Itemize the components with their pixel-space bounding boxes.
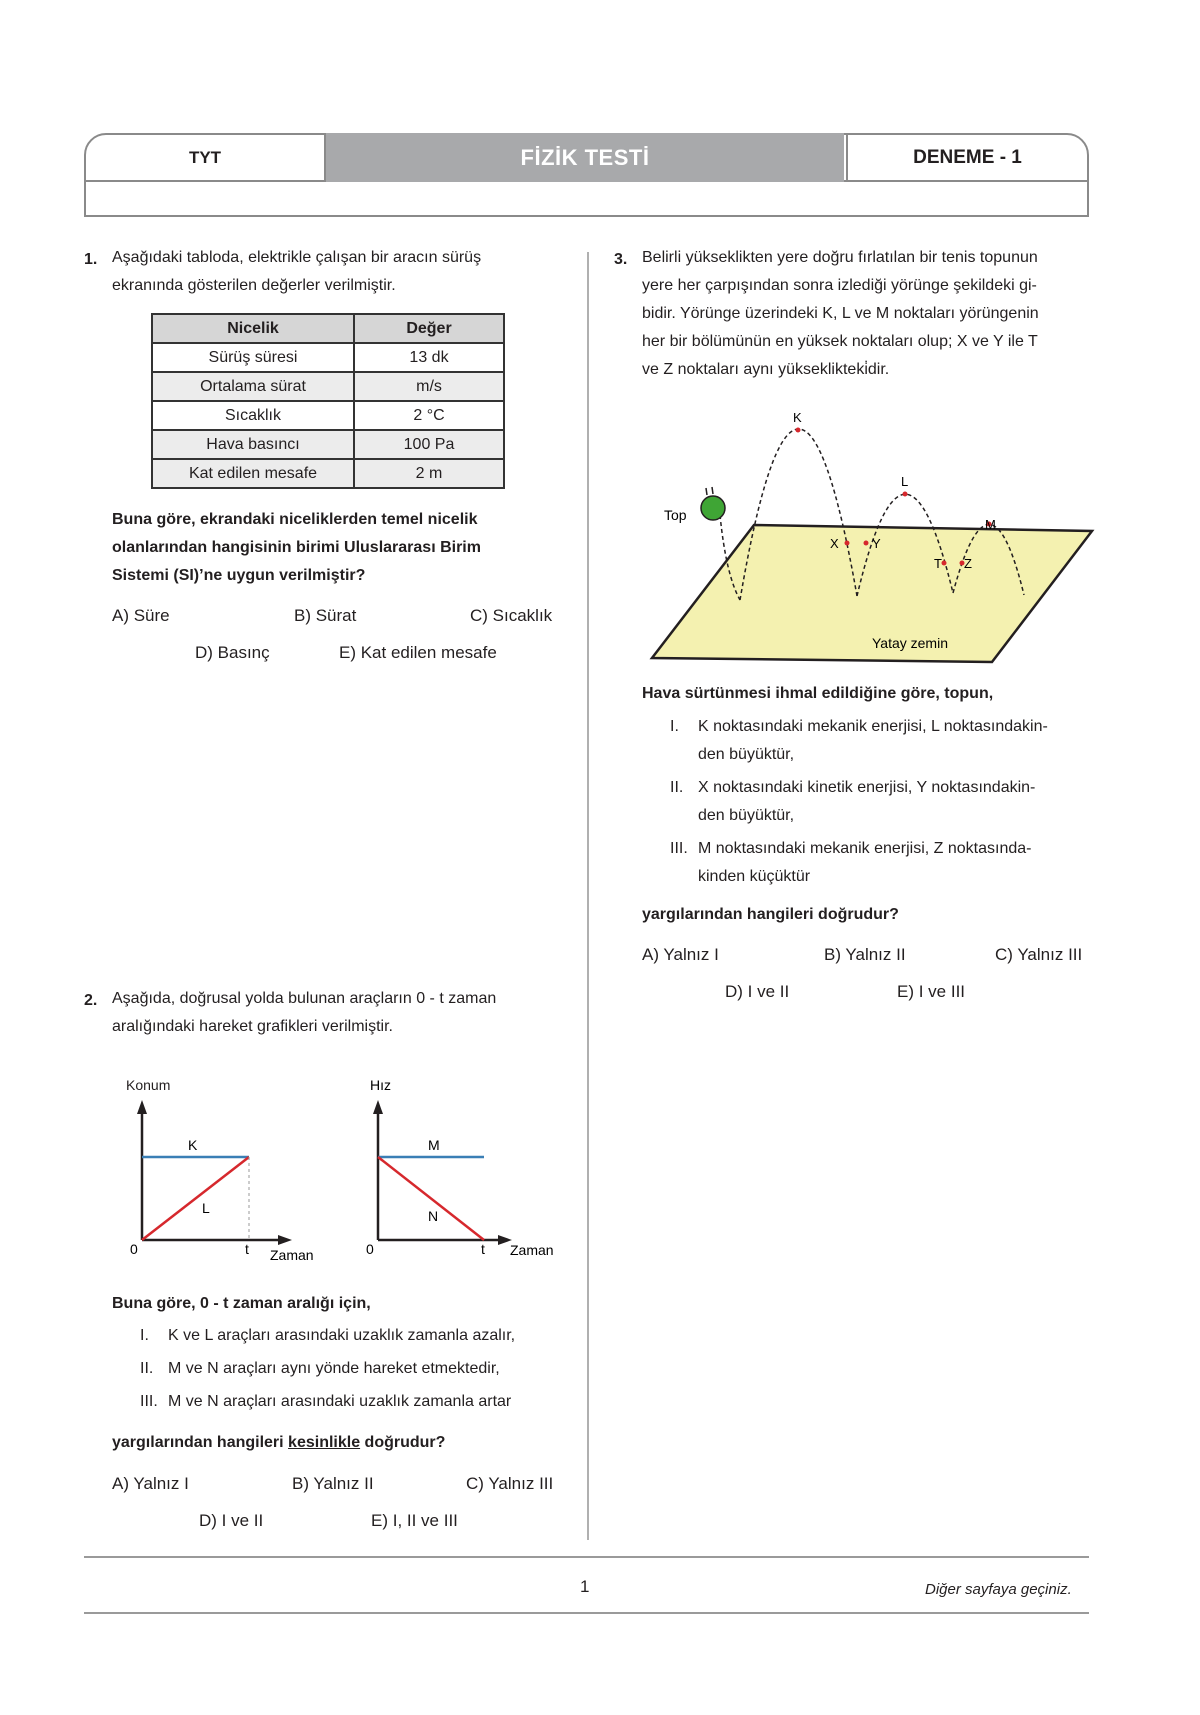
q1-option-a[interactable]: A) Süre [112, 606, 170, 625]
ball-motion-mark [712, 487, 713, 494]
q3-statement [670, 835, 1031, 891]
g2-x-label: Zaman [510, 1242, 554, 1258]
table-cell: Sıcaklık [152, 401, 354, 430]
point-l [903, 492, 908, 497]
q3-intro-line: yere her çarpışından sonra izlediği yörünge şekildeki gi- [642, 277, 1037, 294]
table-row [152, 372, 504, 401]
q1-option-c[interactable]: C) Sıcaklık [470, 606, 553, 625]
q2-option-d[interactable]: D) I ve II [199, 1511, 264, 1530]
table-cell: 2 m [354, 459, 504, 488]
exam-type: TYT [188, 147, 222, 167]
table-cell: Kat edilen mesafe [152, 459, 354, 488]
q1-option-e[interactable]: E) Kat edilen mesafe [339, 643, 497, 662]
table-row [152, 343, 504, 372]
q3-question: yargılarından hangileri doğrudur? [642, 906, 899, 923]
q3-statement [670, 774, 1035, 830]
column-separator [587, 252, 589, 1540]
q3-option-a[interactable]: A) Yalnız I [642, 945, 719, 964]
statement-number: III. [670, 840, 688, 857]
point-y [864, 541, 869, 546]
q2-question [112, 1429, 445, 1457]
q3-intro-line: her bir bölümünün en yüksek noktaları olup; X ve Y ile T [642, 333, 1038, 350]
g2-n-label: N [428, 1208, 439, 1224]
q2-intro-line: Aşağıda, doğrusal yolda bulunan araçların 0 - t zaman [112, 990, 497, 1007]
point-x-label: X [830, 536, 839, 551]
q2-intro-line: aralığındaki hareket grafikleri verilmiştir. [112, 1018, 393, 1035]
next-page-note: Diğer sayfaya geçiniz. [925, 1581, 1072, 1598]
statement-line: den büyüktür, [698, 746, 795, 763]
q1-option-d[interactable]: D) Basınç [195, 643, 270, 662]
q2-question-pre: yargılarından hangileri [112, 1434, 289, 1451]
point-l-label: L [901, 474, 909, 489]
g2-line-n [378, 1157, 484, 1240]
question-1-number: 1. [84, 251, 98, 268]
table-header: Nicelik [152, 314, 354, 343]
q2-option-a[interactable]: A) Yalnız I [112, 1474, 189, 1493]
tennis-ball [701, 496, 725, 520]
table-cell: Ortalama sürat [152, 372, 354, 401]
table-row [152, 430, 504, 459]
g1-y-label: Konum [126, 1077, 171, 1093]
table-row [152, 401, 504, 430]
q3-intro-line: Belirli yükseklikten yere doğru fırlatılan bir tenis topunun [642, 249, 1038, 266]
g1-x-arrow [278, 1235, 292, 1245]
g2-m-label: M [428, 1137, 440, 1153]
statement-number: I. [140, 1327, 149, 1344]
q1-option-b[interactable]: B) Sürat [294, 606, 357, 625]
table-header: Değer [354, 314, 504, 343]
q2-question-post: doğrudur? [360, 1434, 446, 1451]
g2-t-label: t [481, 1241, 485, 1257]
g1-origin: 0 [130, 1241, 138, 1257]
statement-text: K ve L araçları arasındaki uzaklık zamanla azalır, [168, 1327, 516, 1344]
table-row [152, 459, 504, 488]
q2-option-e[interactable]: E) I, II ve III [371, 1511, 458, 1530]
q1-stem-line: Buna göre, ekrandaki niceliklerden temel nicelik [112, 511, 478, 528]
statement-line: X noktasındaki kinetik enerjisi, Y noktasındakin- [698, 779, 1036, 796]
point-y-label: Y [872, 536, 881, 551]
q3-option-b[interactable]: B) Yalnız II [824, 945, 906, 964]
statement-line: den büyüktür, [698, 807, 795, 824]
q3-option-d[interactable]: D) I ve II [725, 982, 790, 1001]
statement-number: II. [670, 779, 684, 796]
ball-label: Top [664, 507, 687, 523]
statement-number: II. [140, 1360, 154, 1377]
statement-number: III. [140, 1393, 158, 1410]
q3-option-c[interactable]: C) Yalnız III [995, 945, 1083, 964]
statement-number: I. [670, 718, 679, 735]
table-cell: Sürüş süresi [152, 343, 354, 372]
q3-lead: Hava sürtünmesi ihmal edildiğine göre, topun, [642, 685, 994, 702]
statement-line: kinden küçüktür [698, 868, 811, 885]
statement-text: M ve N araçları aynı yönde hareket etmektedir, [168, 1360, 500, 1377]
q1-table [151, 313, 505, 489]
point-t-label: T [934, 556, 942, 571]
q2-question-emphasis: kesinlikle [288, 1434, 361, 1451]
point-m-label: M [985, 517, 996, 532]
table-cell: 13 dk [354, 343, 504, 372]
table-cell: 100 Pa [354, 430, 504, 459]
point-x [845, 541, 850, 546]
ground-label: Yatay zemin [872, 635, 948, 651]
q3-statement [670, 713, 1048, 769]
g1-l-label: L [202, 1200, 210, 1216]
q2-statement [140, 1388, 511, 1416]
statement-line: K noktasındaki mekanik enerjisi, L noktasındakin- [698, 718, 1048, 735]
q2-statement [140, 1322, 515, 1350]
g2-y-label: Hız [370, 1077, 391, 1093]
exam-number: DENEME - 1 [913, 146, 1022, 168]
point-t [942, 561, 947, 566]
question-3-intro [642, 244, 1092, 384]
g1-line-l [142, 1157, 249, 1240]
q1-stem-line: Sistemi (SI)’ne uygun verilmiştir? [112, 567, 366, 584]
q3-intro-line: bidir. Yörünge üzerindeki K, L ve M noktaları yörüngenin [642, 305, 1039, 322]
q3-figure [640, 400, 1100, 670]
question-2-intro [112, 985, 572, 1041]
footer-top-line [84, 1556, 1089, 1558]
question-2-number: 2. [84, 992, 98, 1009]
q1-stem-line: olanlarından hangisinin birimi Uluslararası Birim [112, 539, 481, 556]
table-cell: m/s [354, 372, 504, 401]
q1-intro-line: ekranında gösterilen değerler verilmiştir. [112, 277, 396, 294]
q2-lead: Buna göre, 0 - t zaman aralığı için, [112, 1295, 371, 1312]
question-1-stem [112, 506, 572, 590]
q2-option-c[interactable]: C) Yalnız III [466, 1474, 554, 1493]
table-cell: Hava basıncı [152, 430, 354, 459]
table-cell: 2 °C [354, 401, 504, 430]
g1-y-arrow [137, 1100, 147, 1114]
q2-statement [140, 1355, 500, 1383]
point-k-label: K [793, 410, 802, 425]
q1-intro-line: Aşağıdaki tabloda, elektrikle çalışan bir aracın sürüş [112, 249, 482, 266]
question-1-intro [112, 244, 572, 300]
g1-k-label: K [188, 1137, 198, 1153]
q2-option-b[interactable]: B) Yalnız II [292, 1474, 374, 1493]
statement-text: M ve N araçları arasındaki uzaklık zamanla artar [168, 1393, 512, 1410]
page-number: 1 [580, 1577, 590, 1596]
point-k [796, 428, 801, 433]
question-3-number: 3. [614, 251, 628, 268]
g1-x-label: Zaman [270, 1247, 314, 1263]
test-title: FİZİK TESTİ [326, 133, 844, 182]
statement-line: M noktasındaki mekanik enerjisi, Z noktasında- [698, 840, 1032, 857]
g2-y-arrow [373, 1100, 383, 1114]
g1-t-label: t [245, 1241, 249, 1257]
footer-bottom-line [84, 1612, 1089, 1614]
g2-origin: 0 [366, 1241, 374, 1257]
ball-motion-mark [706, 488, 707, 495]
q3-option-e[interactable]: E) I ve III [897, 982, 966, 1001]
q3-intro-line: ve Z noktaları aynı yükseklikteki̇dir. [642, 361, 890, 378]
q2-graphs [100, 1070, 580, 1270]
point-z-label: Z [964, 556, 972, 571]
